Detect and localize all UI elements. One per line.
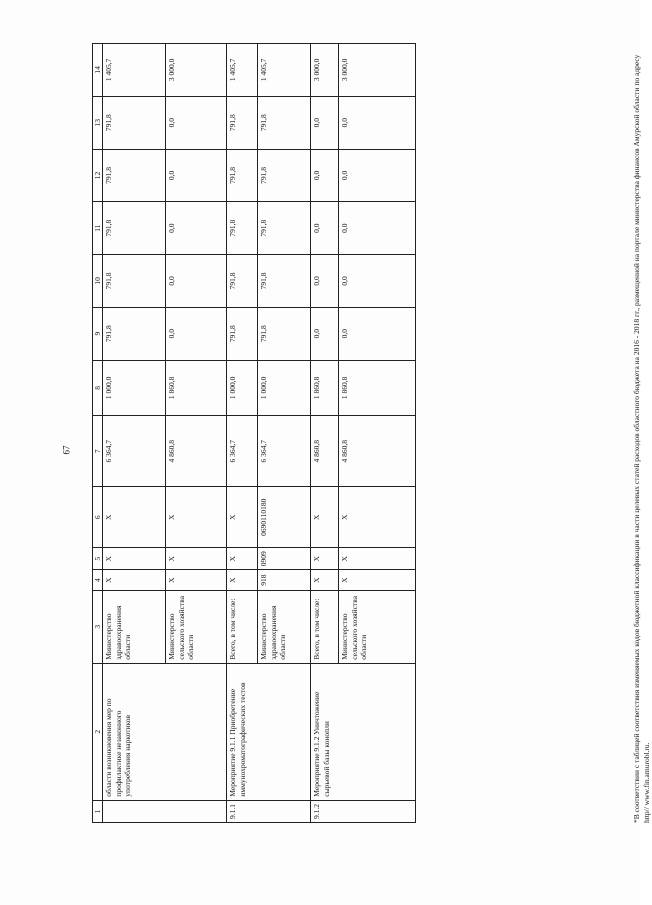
grbs-code: X (166, 570, 227, 590)
measure-name: Мероприятие 9.1.2 Уничтожение сырьевой базы конопли (311, 663, 416, 800)
value-cell: 3 000,0 (311, 44, 339, 97)
executor: Министерство здравоохранения области (258, 590, 311, 663)
executor: Всего, в том числе: (311, 590, 339, 663)
target-code: 0690110180 (258, 487, 311, 548)
value-cell: 791,8 (227, 149, 258, 202)
measure-name: Мероприятие 9.1.1 Приобретение иммунохроматографических тестов (227, 663, 311, 800)
value-cell: 0,0 (339, 96, 416, 149)
row-number (103, 800, 227, 822)
header-cell: 1 (93, 800, 103, 822)
section-code: X (103, 548, 166, 570)
value-cell: 1 405,7 (258, 44, 311, 97)
header-cell: 10 (93, 255, 103, 308)
value-cell: 1 860,8 (311, 360, 339, 416)
section-code: X (311, 548, 339, 570)
target-code: X (339, 487, 416, 548)
value-cell: 0,0 (339, 307, 416, 360)
header-cell: 6 (93, 487, 103, 548)
section-code: X (227, 548, 258, 570)
header-cell: 12 (93, 149, 103, 202)
value-cell: 791,8 (227, 96, 258, 149)
grbs-code: X (311, 570, 339, 590)
value-cell: 3 000,0 (166, 44, 227, 97)
table-row (311, 44, 339, 823)
value-cell: 0,0 (311, 255, 339, 308)
header-cell: 13 (93, 96, 103, 149)
grbs-code: 918 (258, 570, 311, 590)
section-code: X (166, 548, 227, 570)
value-cell: 791,8 (103, 307, 166, 360)
budget-table (92, 43, 416, 823)
grbs-code: X (103, 570, 166, 590)
value-cell: 791,8 (258, 255, 311, 308)
measure-name: области возникновения мер по профилактике незаконного употребления наркотиков (103, 663, 227, 800)
target-code: X (166, 487, 227, 548)
value-cell: 0,0 (311, 149, 339, 202)
value-cell: 0,0 (166, 255, 227, 308)
row-number: 9.1.1 (227, 800, 311, 822)
value-cell: 791,8 (227, 255, 258, 308)
value-cell: 0,0 (166, 149, 227, 202)
value-cell: 0,0 (166, 202, 227, 255)
header-cell: 14 (93, 44, 103, 97)
section-code: X (339, 548, 416, 570)
value-cell: 791,8 (227, 202, 258, 255)
header-cell: 2 (93, 663, 103, 800)
section-code: 0909 (258, 548, 311, 570)
value-cell: 4 860,8 (166, 416, 227, 487)
value-cell: 791,8 (258, 307, 311, 360)
header-row (93, 44, 103, 823)
value-cell: 1 860,8 (166, 360, 227, 416)
value-cell: 0,0 (339, 149, 416, 202)
table-row (103, 44, 166, 823)
grbs-code: X (227, 570, 258, 590)
header-cell: 5 (93, 548, 103, 570)
value-cell: 791,8 (258, 96, 311, 149)
value-cell: 1 000,0 (227, 360, 258, 416)
value-cell: 791,8 (103, 255, 166, 308)
header-cell: 3 (93, 590, 103, 663)
value-cell: 0,0 (311, 202, 339, 255)
value-cell: 1 405,7 (227, 44, 258, 97)
value-cell: 4 860,8 (311, 416, 339, 487)
page-number: 67 (61, 445, 72, 455)
value-cell: 6 364,7 (227, 416, 258, 487)
value-cell: 791,8 (227, 307, 258, 360)
value-cell: 1 000,0 (258, 360, 311, 416)
target-code: X (227, 487, 258, 548)
value-cell: 0,0 (166, 307, 227, 360)
target-code: X (103, 487, 166, 548)
value-cell: 791,8 (103, 149, 166, 202)
footnote: *В соответствии с таблицей соответствия изменяемых кодов бюджетной классификации в части целевых статей расходов областного бюджета на 2016 - 2018 гг., размещенной на портале министерства финансов Амурской области по адресу http// www.fin.amurobl.ru. (632, 54, 652, 823)
value-cell: 0,0 (166, 96, 227, 149)
table-row (227, 44, 258, 823)
value-cell: 6 364,7 (258, 416, 311, 487)
header-cell: 8 (93, 360, 103, 416)
value-cell: 1 860,8 (339, 360, 416, 416)
header-cell: 9 (93, 307, 103, 360)
executor: Министерство сельского хозяйства области (339, 590, 416, 663)
header-cell: 7 (93, 416, 103, 487)
header-cell: 11 (93, 202, 103, 255)
value-cell: 3 000,0 (339, 44, 416, 97)
grbs-code: X (339, 570, 416, 590)
rotated-sheet (92, 43, 652, 823)
value-cell: 791,8 (258, 202, 311, 255)
value-cell: 791,8 (103, 96, 166, 149)
value-cell: 6 364,7 (103, 416, 166, 487)
value-cell: 0,0 (339, 202, 416, 255)
value-cell: 1 405,7 (103, 44, 166, 97)
target-code: X (311, 487, 339, 548)
value-cell: 0,0 (311, 307, 339, 360)
value-cell: 0,0 (339, 255, 416, 308)
value-cell: 4 860,8 (339, 416, 416, 487)
row-number: 9.1.2 (311, 800, 416, 822)
executor: Министерство сельского хозяйства области (166, 590, 227, 663)
value-cell: 1 000,0 (103, 360, 166, 416)
executor: Всего, в том числе: (227, 590, 258, 663)
header-cell: 4 (93, 570, 103, 590)
value-cell: 0,0 (311, 96, 339, 149)
value-cell: 791,8 (103, 202, 166, 255)
value-cell: 791,8 (258, 149, 311, 202)
executor: Министерство здравоохранения области (103, 590, 166, 663)
